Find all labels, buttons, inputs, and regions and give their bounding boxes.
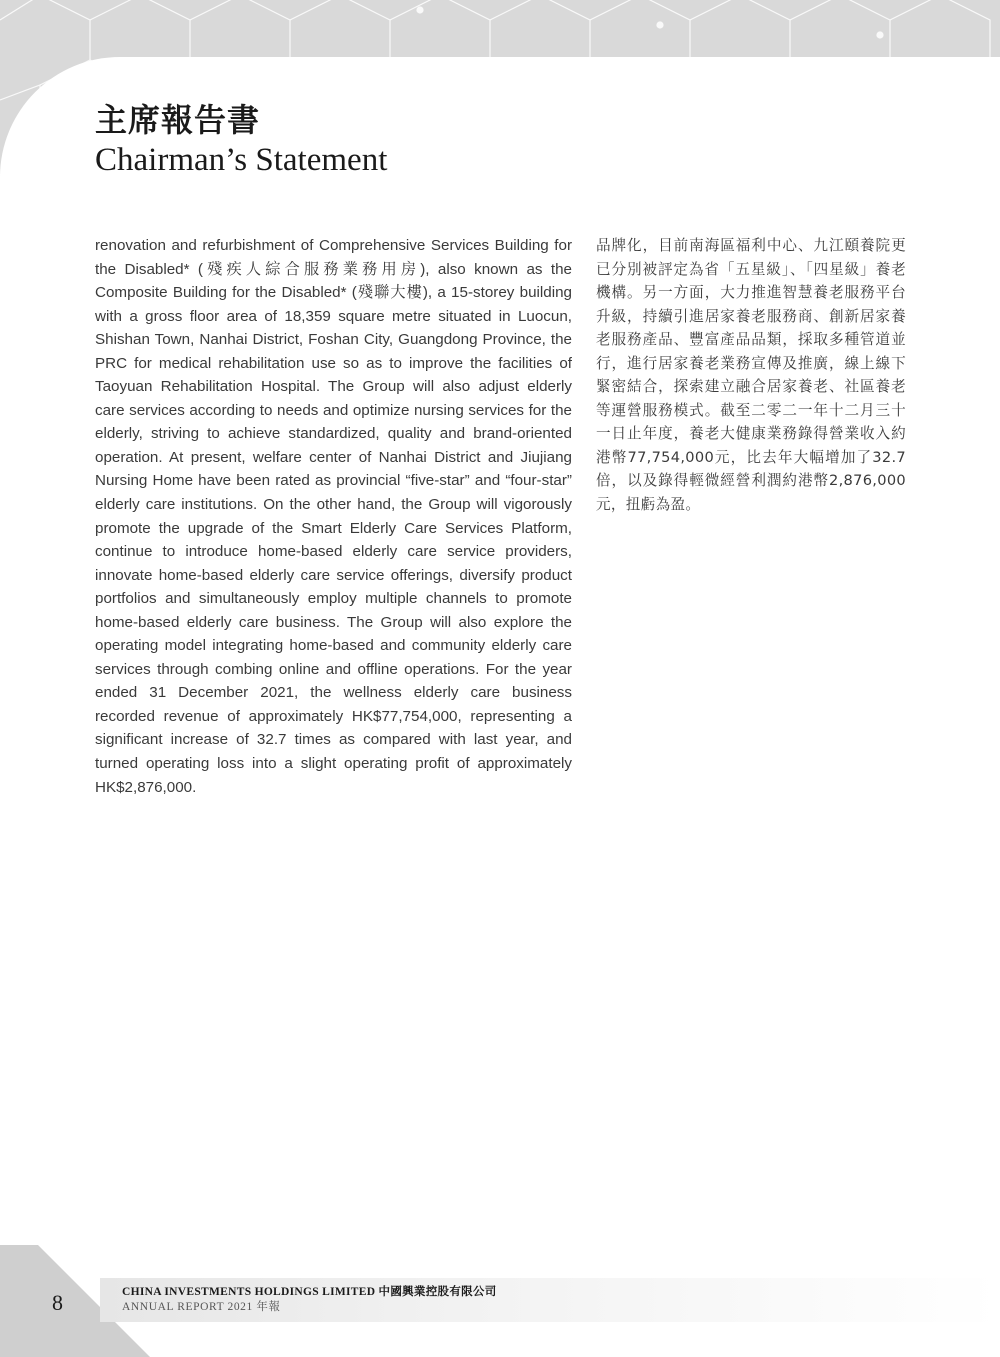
body-text-chinese: 品牌化，目前南海區福利中心、九江頤養院更已分別被評定為省「五星級」、「四星級」養老機構。另一方面，大力推進智慧養老服務平台升級，持續引進居家養老服務商、創新居家養老服務產品、豐富產品品類，採取多種管道並行，進行居家養老業務宣傳及推廣，線上線下緊密結合，探索建立融合居家養老、社區養老等運營服務模式。截至二零二一年十二月三十一日止年度，養老大健康業務錄得營業收入約港幣77,754,000元，比去年大幅增加了32.7倍，以及錄得輕微經營利潤約港幣2,876,000元，扭虧為盈。 — [596, 237, 906, 514]
footer-text — [122, 1285, 497, 1315]
body-text-english: renovation and refurbishment of Comprehensive Services Building for the Disabled* (殘疾人綜合服務業務用房), also known as the Composite Building for the Disabled* (殘聯大樓), a 15-storey building with a gross floor area of 18,359 square metre situated in Luocun, Shishan Town, Nanhai District, Foshan City, Guangdong Province, the PRC for medical rehabilitation use so as to improve the facilities of Taoyuan Rehabilitation Hospital. The Group will also adjust elderly care services according to needs and optimize nursing services for the elderly, striving to achieve standardized, quality and brand-oriented operation. At present, welfare center of Nanhai District and Jiujiang Nursing Home have been rated as provincial “five-star” and “four-star” elderly care institutions. On the other hand, the Group will vigorously promote the upgrade of the Smart Elderly Care Services Platform, continue to introduce home-based elderly care service providers, innovate home-based elderly care service offerings, diversify product portfolios and simultaneously employ multiple channels to promote home-based elderly care business. The Group will also explore the operating model integrating home-based and community elderly care services through combing online and offline operations. For the year ended 31 December 2021, the wellness elderly care business recorded revenue of approximately HK$77,754,000, representing a significant increase of 32.7 times as compared with last year, and turned operating loss into a slight operating profit of approximately HK$2,876,000. — [95, 237, 572, 796]
page-title — [95, 100, 387, 180]
footer-report-name: ANNUAL REPORT 2021 年報 — [122, 1301, 281, 1313]
page-title-english: Chairman’s Statement — [95, 142, 388, 178]
page-number: 8 — [52, 1290, 63, 1315]
footer-company-name: CHINA INVESTMENTS HOLDINGS LIMITED 中國興業控股有限公司 — [122, 1286, 497, 1298]
page-title-chinese: 主席報告書 — [95, 101, 261, 139]
